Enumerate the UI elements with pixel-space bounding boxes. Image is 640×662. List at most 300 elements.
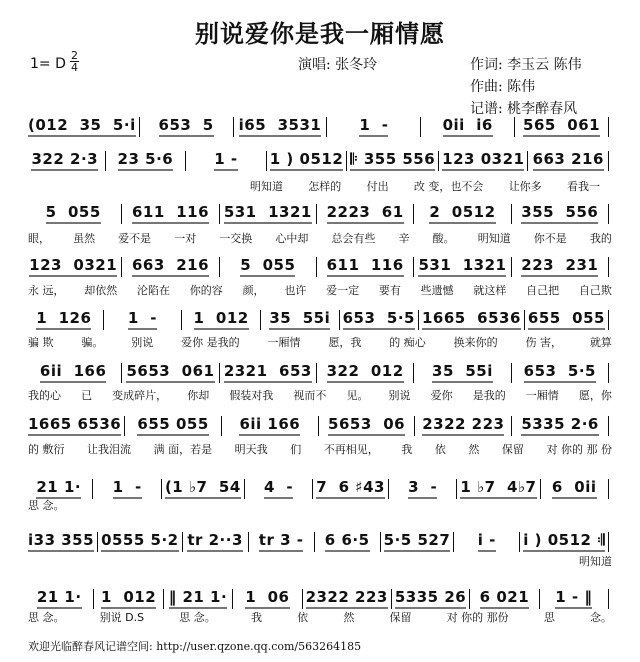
lyric: 沦陷在 bbox=[137, 284, 171, 297]
measure bbox=[28, 256, 118, 277]
lyric: 依 bbox=[297, 611, 309, 624]
lyric: 颜， bbox=[242, 284, 265, 297]
lyrics-line bbox=[28, 230, 612, 246]
measure bbox=[28, 309, 100, 330]
measure bbox=[457, 531, 516, 552]
measure-notes: 1 ♭7 4♭7 bbox=[460, 478, 536, 499]
measure-notes: 1 06 bbox=[245, 588, 289, 609]
lyric: 明知道 bbox=[250, 180, 283, 193]
measure bbox=[143, 116, 230, 137]
lyrics-line bbox=[28, 497, 612, 513]
measure-notes: (012 35 5·i bbox=[28, 116, 136, 137]
lyric: 一厢情 bbox=[525, 389, 559, 402]
barline bbox=[608, 589, 609, 609]
measure-notes: 5·5 527 bbox=[384, 531, 451, 552]
measure-notes: ‖ 21 1· bbox=[169, 588, 227, 609]
barline bbox=[413, 363, 414, 383]
measure bbox=[223, 362, 313, 383]
lyric: 依 bbox=[434, 443, 446, 456]
lyric: 我 bbox=[250, 611, 262, 624]
barline bbox=[527, 151, 528, 171]
measure bbox=[343, 309, 415, 330]
measure bbox=[515, 203, 605, 224]
measure-notes: 2223 61 bbox=[327, 203, 404, 224]
lyric: 别说 bbox=[131, 336, 154, 349]
transcriber: 记谱: 桃李醉春风 bbox=[470, 101, 578, 117]
lyric: 自己欺 bbox=[578, 284, 612, 297]
lyric: 爱不是 bbox=[118, 232, 152, 245]
lyric: 你的容 bbox=[189, 284, 223, 297]
measure-notes: 6ii 166 bbox=[40, 362, 106, 383]
lyric: 你却 bbox=[187, 389, 210, 402]
measure bbox=[330, 116, 417, 137]
barline bbox=[244, 479, 245, 499]
measure bbox=[518, 116, 605, 137]
lyric: 些遗憾 bbox=[420, 284, 454, 297]
lyric: 辛 bbox=[398, 232, 410, 245]
time-top: 2 bbox=[71, 49, 78, 62]
measure bbox=[28, 415, 121, 436]
barline bbox=[163, 589, 164, 609]
measure bbox=[189, 150, 263, 171]
measure-notes: 2321 653 bbox=[224, 362, 312, 383]
measure bbox=[306, 588, 388, 609]
measure bbox=[125, 362, 215, 383]
score-system bbox=[28, 256, 612, 277]
barline bbox=[93, 589, 94, 609]
lyric: 明知道 bbox=[477, 232, 511, 245]
measure bbox=[531, 150, 605, 171]
barline bbox=[219, 257, 220, 277]
measure bbox=[128, 415, 218, 436]
barline bbox=[608, 257, 609, 277]
barline bbox=[339, 310, 340, 330]
barline bbox=[524, 310, 525, 330]
barline bbox=[314, 532, 315, 552]
measure bbox=[316, 478, 385, 499]
lyric: 我 bbox=[401, 443, 413, 456]
barline bbox=[92, 479, 93, 499]
lyric: 一厢情 bbox=[267, 336, 301, 349]
barline bbox=[413, 257, 414, 277]
barline bbox=[608, 363, 609, 383]
measure-notes: 653 5 bbox=[159, 116, 214, 137]
barline bbox=[608, 117, 609, 137]
lyric: 虽然 bbox=[73, 232, 96, 245]
lyric: 骗。 bbox=[81, 336, 104, 349]
lyric: 然 bbox=[343, 611, 355, 624]
lyric: 伤 害， bbox=[525, 336, 562, 349]
measure-notes: 1 - bbox=[359, 116, 388, 137]
lyric: 付出 bbox=[366, 180, 389, 193]
lyric: 思 bbox=[543, 611, 555, 624]
lyric: 一交换 bbox=[219, 232, 253, 245]
barline bbox=[221, 416, 222, 436]
score-system bbox=[28, 531, 612, 552]
measure-notes: 663 216 bbox=[533, 150, 604, 171]
lyric: 总会有些 bbox=[331, 232, 376, 245]
lyric: 的 痴心 bbox=[389, 336, 426, 349]
measure bbox=[270, 150, 344, 171]
measure-notes: 355 556 bbox=[521, 203, 598, 224]
lyric: 怎样的 bbox=[308, 180, 342, 193]
measure bbox=[28, 203, 118, 224]
lyrics-line bbox=[28, 553, 622, 569]
measure bbox=[125, 203, 215, 224]
measure bbox=[28, 362, 118, 383]
lyric: 满 面，若是 bbox=[153, 443, 213, 456]
measure bbox=[101, 531, 179, 552]
barline bbox=[103, 310, 104, 330]
measure-notes: 21 1· bbox=[36, 478, 81, 499]
measure-notes: 5335 2·6 bbox=[521, 415, 599, 436]
measure bbox=[167, 588, 229, 609]
measure bbox=[28, 531, 94, 552]
barline bbox=[181, 310, 182, 330]
lyric: 不再相见， bbox=[323, 443, 379, 456]
composer: 作曲: 陈伟 bbox=[470, 79, 536, 95]
measure-notes: 322 012 bbox=[327, 362, 404, 383]
lyric: 眼， bbox=[28, 232, 50, 245]
lyric: 就算 bbox=[589, 336, 612, 349]
measure bbox=[109, 150, 183, 171]
measure bbox=[225, 415, 315, 436]
measure-notes: 1 012 bbox=[194, 309, 249, 330]
barline bbox=[519, 532, 520, 552]
barline bbox=[514, 117, 515, 137]
measure-notes: 1 ) 0512 bbox=[270, 150, 344, 171]
song-title: 别说爱你是我一厢情愿 bbox=[195, 19, 445, 48]
measure bbox=[125, 256, 215, 277]
lyric: 思 念。 bbox=[28, 499, 65, 512]
barline bbox=[414, 416, 415, 436]
measure-notes: tr 3 - bbox=[259, 531, 304, 552]
barline bbox=[248, 532, 249, 552]
measure bbox=[96, 478, 157, 499]
measure bbox=[422, 309, 521, 330]
measure bbox=[417, 256, 507, 277]
lyrics-line bbox=[28, 387, 612, 403]
measure bbox=[350, 150, 435, 171]
barline bbox=[185, 151, 186, 171]
barline bbox=[438, 151, 439, 171]
barline bbox=[260, 310, 261, 330]
barline bbox=[266, 151, 267, 171]
lyric: 视而不 bbox=[293, 389, 327, 402]
measure-notes: 3 - bbox=[408, 478, 437, 499]
measure bbox=[320, 256, 410, 277]
barline bbox=[97, 532, 98, 552]
lyric: 的 敷衍 bbox=[28, 443, 65, 456]
score-system bbox=[28, 362, 612, 383]
barline bbox=[316, 257, 317, 277]
measure bbox=[248, 478, 309, 499]
lyric: 明天我 bbox=[234, 443, 268, 456]
measure-notes: 1 - bbox=[128, 309, 157, 330]
measure-notes: 663 216 bbox=[132, 256, 209, 277]
score-system bbox=[28, 203, 612, 224]
measure-notes: i - bbox=[478, 531, 496, 552]
measure-notes: 5653 061 bbox=[126, 362, 214, 383]
barline bbox=[418, 310, 419, 330]
barline bbox=[511, 416, 512, 436]
lyric: 也许 bbox=[284, 284, 307, 297]
measure bbox=[543, 588, 605, 609]
score-system bbox=[28, 588, 612, 609]
measure-notes: 531 1321 bbox=[418, 256, 506, 277]
key-signature: 1= D bbox=[30, 56, 66, 72]
measure bbox=[528, 309, 605, 330]
barline bbox=[219, 363, 220, 383]
lyrics-line bbox=[28, 441, 612, 457]
lyricist: 作词: 李玉云 陈伟 bbox=[470, 57, 582, 73]
measure-notes: 35 55i bbox=[269, 309, 330, 330]
measure bbox=[264, 309, 336, 330]
lyric: 自己把 bbox=[526, 284, 560, 297]
barline bbox=[608, 532, 609, 552]
barline bbox=[139, 117, 140, 137]
barline bbox=[219, 204, 220, 224]
barline bbox=[608, 416, 609, 436]
measure-notes: 611 116 bbox=[132, 203, 209, 224]
lyric: 爱你 是我的 bbox=[181, 336, 240, 349]
barline bbox=[413, 204, 414, 224]
lyric: 见。 bbox=[346, 389, 369, 402]
measure-notes: 1 - bbox=[214, 150, 237, 171]
measure bbox=[424, 116, 511, 137]
lyric: 假装对我 bbox=[229, 389, 274, 402]
lyric: 别说 D.S bbox=[99, 611, 145, 624]
measure-notes: (1 ♭7 54 bbox=[165, 478, 241, 499]
measure-notes: 21 1· bbox=[37, 588, 82, 609]
barline bbox=[608, 479, 609, 499]
measure-notes: 6 6·5 bbox=[325, 531, 370, 552]
measure bbox=[523, 531, 605, 552]
measure bbox=[223, 256, 313, 277]
measure-notes: 223 231 bbox=[521, 256, 598, 277]
barline bbox=[161, 479, 162, 499]
lyric: 保留 bbox=[389, 611, 412, 624]
lyric: 改 变，也不会 bbox=[413, 180, 484, 193]
barline bbox=[608, 310, 609, 330]
measure bbox=[473, 588, 535, 609]
lyric: 却依然 bbox=[84, 284, 118, 297]
score-system bbox=[28, 415, 612, 436]
barline bbox=[456, 479, 457, 499]
lyric: 换来你的 bbox=[453, 336, 498, 349]
time-signature bbox=[70, 50, 79, 73]
measure-notes: 23 5·6 bbox=[118, 150, 174, 171]
measure-notes: 2 0512 bbox=[429, 203, 495, 224]
measure bbox=[417, 362, 507, 383]
barline bbox=[346, 151, 347, 171]
lyric: 对 你的 那 份 bbox=[546, 443, 612, 456]
measure bbox=[237, 116, 324, 137]
lyric: 爱一定 bbox=[326, 284, 360, 297]
measure-notes: 655 055 bbox=[528, 309, 605, 330]
lyric: 看我一 bbox=[566, 180, 600, 193]
lyrics-line bbox=[250, 178, 600, 194]
measure-notes: 653 5·5 bbox=[524, 362, 596, 383]
barline bbox=[608, 204, 609, 224]
score-system bbox=[28, 116, 612, 137]
barline bbox=[105, 151, 106, 171]
lyrics-line bbox=[28, 282, 612, 298]
lyrics-line bbox=[28, 334, 612, 350]
lyric: 永 远， bbox=[28, 284, 65, 297]
lyric: 愿，你 bbox=[578, 389, 612, 402]
measure-notes: 611 116 bbox=[327, 256, 404, 277]
barline bbox=[540, 479, 541, 499]
footer-link: 欢迎光临醉春风记谱空间: http://user.qzone.qq.com/563264185 bbox=[28, 640, 362, 653]
lyric: 明知道 bbox=[579, 555, 612, 568]
measure-notes: 1 012 bbox=[101, 588, 156, 609]
barline bbox=[326, 117, 327, 137]
lyric: 是我的 bbox=[472, 389, 506, 402]
lyric: 对 你的 那份 bbox=[446, 611, 509, 624]
lyric: 变成碎片， bbox=[112, 389, 168, 402]
measure-notes: 0ii i6 bbox=[443, 116, 493, 137]
lyric: 让你多 bbox=[508, 180, 542, 193]
measure bbox=[392, 478, 453, 499]
barline bbox=[182, 532, 183, 552]
barline bbox=[608, 151, 609, 171]
measure bbox=[384, 531, 451, 552]
lyric: 保留 bbox=[501, 443, 524, 456]
measure-notes: 1 - bbox=[113, 478, 142, 499]
measure-notes: i65 3531 bbox=[239, 116, 322, 137]
lyric: 思 念。 bbox=[28, 611, 65, 624]
measure-notes: 35 55i bbox=[432, 362, 493, 383]
measure-notes: 5 055 bbox=[46, 203, 101, 224]
barline bbox=[511, 204, 512, 224]
measure-notes: i33 355 bbox=[28, 531, 94, 552]
barline bbox=[388, 479, 389, 499]
measure-notes: 5 055 bbox=[240, 256, 295, 277]
barline bbox=[121, 257, 122, 277]
measure bbox=[395, 588, 466, 609]
measure bbox=[28, 116, 136, 137]
lyric: 爱你 bbox=[430, 389, 453, 402]
barline bbox=[233, 117, 234, 137]
measure bbox=[97, 588, 159, 609]
measure-notes: 4 - bbox=[264, 478, 293, 499]
measure-notes: 123 0321 bbox=[442, 150, 524, 171]
lyric: 骗 欺 bbox=[28, 336, 54, 349]
barline bbox=[316, 204, 317, 224]
measure-notes: 6 021 bbox=[480, 588, 529, 609]
measure bbox=[318, 531, 377, 552]
lyric: 然 bbox=[468, 443, 480, 456]
measure-notes: 6ii 166 bbox=[239, 415, 300, 436]
measure-notes: 1665 6536 bbox=[28, 415, 121, 436]
lyric: 一对 bbox=[174, 232, 197, 245]
score-system bbox=[28, 309, 612, 330]
measure bbox=[107, 309, 179, 330]
measure bbox=[515, 256, 605, 277]
measure bbox=[320, 362, 410, 383]
barline bbox=[511, 257, 512, 277]
lyric: 已 bbox=[81, 389, 93, 402]
measure-notes: 1 - ‖ bbox=[555, 588, 592, 609]
measure-notes: 123 0321 bbox=[29, 256, 117, 277]
measure-notes: 0555 5·2 bbox=[101, 531, 179, 552]
measure bbox=[28, 150, 102, 171]
measure-notes: 531 1321 bbox=[224, 203, 312, 224]
measure bbox=[28, 588, 90, 609]
lyrics-line bbox=[28, 609, 612, 625]
measure bbox=[223, 203, 313, 224]
lyric: 酸。 bbox=[432, 232, 455, 245]
measure bbox=[515, 362, 605, 383]
barline bbox=[539, 589, 540, 609]
score-system bbox=[28, 478, 612, 499]
measure bbox=[165, 478, 241, 499]
measure-notes: 2322 223 bbox=[306, 588, 388, 609]
measure bbox=[252, 531, 311, 552]
lyric: 心中却 bbox=[275, 232, 309, 245]
barline bbox=[380, 532, 381, 552]
lyric: 思 念。 bbox=[179, 611, 216, 624]
measure bbox=[460, 478, 536, 499]
measure bbox=[28, 478, 89, 499]
barline bbox=[121, 363, 122, 383]
lyric: 我的 bbox=[589, 232, 612, 245]
lyric: 念。 bbox=[590, 611, 612, 624]
measure-notes: 𝄆 355 556 bbox=[350, 150, 435, 171]
measure bbox=[186, 531, 245, 552]
lyric: 你不是 bbox=[533, 232, 567, 245]
measure-notes: 1665 6536 bbox=[422, 309, 521, 330]
barline bbox=[318, 416, 319, 436]
score-system bbox=[28, 150, 612, 171]
barline bbox=[511, 363, 512, 383]
measure-notes: 5335 26 bbox=[395, 588, 466, 609]
barline bbox=[121, 204, 122, 224]
measure bbox=[515, 415, 605, 436]
measure bbox=[236, 588, 298, 609]
barline bbox=[124, 416, 125, 436]
measure-notes: tr 2··3 bbox=[187, 531, 243, 552]
barline bbox=[316, 363, 317, 383]
measure bbox=[322, 415, 412, 436]
lyric: 让我泪流 bbox=[87, 443, 132, 456]
measure bbox=[320, 203, 410, 224]
measure-notes: 1 126 bbox=[36, 309, 91, 330]
measure-notes: 565 061 bbox=[523, 116, 600, 137]
measure bbox=[544, 478, 605, 499]
measure-notes: 655 055 bbox=[137, 415, 208, 436]
barline bbox=[420, 117, 421, 137]
barline bbox=[232, 589, 233, 609]
barline bbox=[391, 589, 392, 609]
measure bbox=[418, 415, 508, 436]
measure bbox=[442, 150, 524, 171]
measure-notes: 6 0ii bbox=[552, 478, 597, 499]
measure bbox=[185, 309, 257, 330]
lyric: 们 bbox=[290, 443, 302, 456]
barline bbox=[302, 589, 303, 609]
measure bbox=[417, 203, 507, 224]
barline bbox=[312, 479, 313, 499]
measure-notes: 2322 223 bbox=[422, 415, 504, 436]
measure-notes: 7 6 ♯43 bbox=[316, 478, 385, 499]
lyric: 别说 bbox=[388, 389, 411, 402]
measure-notes: 322 2·3 bbox=[31, 150, 98, 171]
lyric: 愿，我 bbox=[328, 336, 362, 349]
time-bottom: 4 bbox=[71, 61, 78, 74]
barline bbox=[453, 532, 454, 552]
